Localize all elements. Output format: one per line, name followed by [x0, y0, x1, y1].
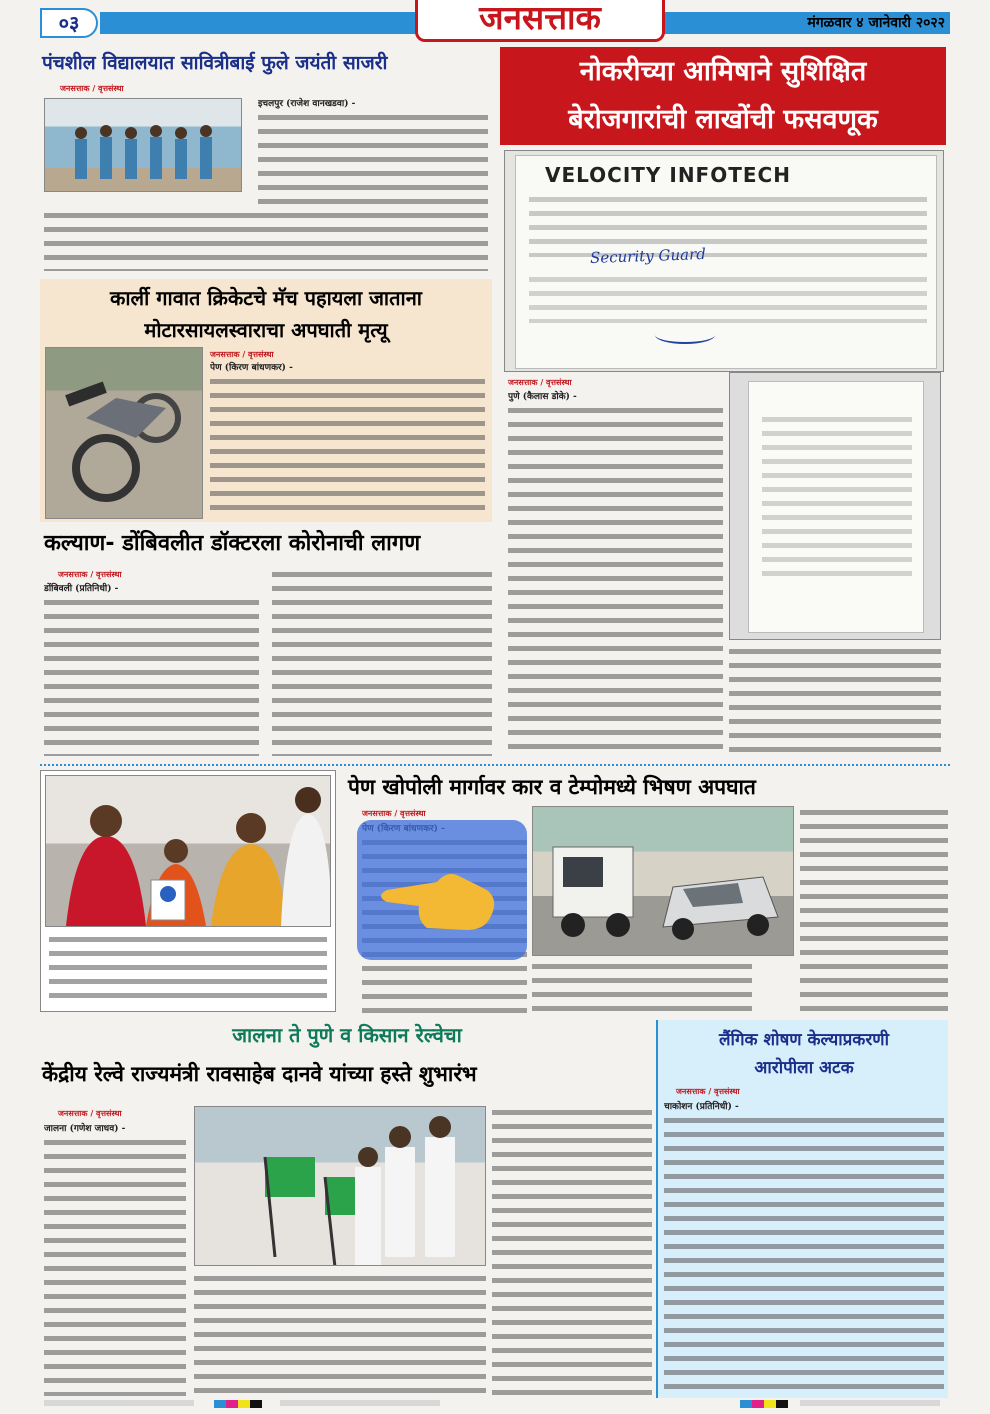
savitribai-event-photo: [45, 775, 331, 927]
page-number: ०३: [40, 8, 98, 38]
receipt-paper: [515, 155, 937, 369]
story5-byline: जनसत्ताक / वृत्तसंस्था: [362, 809, 426, 818]
story3-headline-1: कार्ली गावात क्रिकेटचे मॅच पहायला जाताना: [110, 286, 422, 310]
receipt-company: VELOCITY INFOTECH: [545, 163, 791, 187]
story1-byline: जनसत्ताक / वृत्तसंस्था: [60, 84, 124, 93]
motorcycle-accident-photo: [45, 347, 203, 519]
story6-byline: जनसत्ताक / वृत्तसंस्था: [58, 1109, 122, 1118]
story2-dateline: पुणे (कैलास डोके) -: [508, 392, 577, 402]
story1-photo: [44, 98, 242, 192]
railway-launch-photo: [194, 1106, 486, 1266]
story6-headline: केंद्रीय रेल्वे राज्यमंत्री रावसाहेब दानवे यांच्या हस्ते शुभारंभ: [42, 1062, 477, 1086]
story6-dateline: जालना (गणेश जाधव) -: [44, 1124, 126, 1134]
story7-headline-1: लैंगिक शोषण केल्याप्रकरणी: [719, 1030, 889, 1050]
paper-name: जनसत्ताक: [415, 0, 665, 42]
story7-dateline: चाकोशन (प्रतिनिधी) -: [664, 1102, 739, 1112]
story6-body-col1: [44, 1136, 186, 1396]
story4-headline: कल्याण- डोंबिवलीत डॉक्टरला कोरोनाची लागण: [44, 531, 421, 556]
masthead-left-band: [100, 12, 450, 34]
registration-marks: [0, 1400, 990, 1410]
women-group-image: [46, 776, 331, 927]
story3-body: [210, 375, 485, 515]
story3-box: [40, 279, 492, 522]
story3-dateline: पेण (किरण बांधणकर) -: [210, 363, 293, 373]
story4-body-col1: [44, 596, 259, 756]
receipt-fields: [529, 193, 927, 257]
story2-headline-1: नोकरीच्या आमिषाने सुशिक्षित: [500, 47, 946, 97]
receipt-signature: [655, 326, 715, 344]
story6-body-col2: [492, 1106, 652, 1396]
motorcycle-wreck-image: [46, 348, 203, 519]
car-tempo-accident-photo: [532, 806, 794, 956]
receipt-photo: [504, 150, 944, 372]
flag-off-ceremony-image: [195, 1107, 486, 1266]
students-group-image: [45, 99, 242, 192]
story7-body: [664, 1114, 944, 1392]
savitribai-box: [40, 770, 336, 1012]
offer-letter-photo: [729, 372, 941, 640]
story3-byline: जनसत्ताक / वृत्तसंस्था: [210, 350, 274, 359]
pointing-hand-icon: [357, 820, 527, 960]
story4-byline: जनसत्ताक / वृत्तसंस्था: [58, 570, 122, 579]
story1-body-text: [258, 111, 488, 209]
pointing-hand-overlay: [357, 820, 527, 960]
crashed-vehicles-image: [533, 807, 794, 956]
story7-box: [656, 1020, 948, 1398]
story7-byline: जनसत्ताक / वृत्तसंस्था: [676, 1087, 740, 1096]
story5-body-col2: [800, 806, 948, 1016]
story2-headline-2: बेरोजगारांची लाखोंची फसवणूक: [500, 97, 946, 145]
story2-byline: जनसत्ताक / वृत्तसंस्था: [508, 378, 572, 387]
story2-body-col1: [508, 404, 723, 754]
story5-photo-caption: [532, 960, 752, 1014]
story1-body-text-wide: [44, 209, 488, 271]
story6-body-col3: [194, 1272, 486, 1396]
story1-dateline: इचलपुर (राजेश वानखडवा) -: [258, 99, 356, 109]
section-divider: [40, 764, 950, 766]
story7-headline-2: आरोपीला अटक: [754, 1058, 854, 1078]
cmyk-mark-right: [740, 1400, 788, 1408]
story2-body-col2: [729, 645, 941, 755]
receipt-handwriting: Security Guard: [589, 244, 707, 268]
story4-dateline: डोंबिवली (प्रतिनिधी) -: [44, 584, 119, 594]
story4-body-col2: [272, 568, 492, 756]
story1-headline: पंचशील विद्यालयात सावित्रीबाई फुले जयंती साजरी: [42, 52, 388, 74]
savitribai-caption-text: [49, 933, 327, 1005]
issue-date: मंगळवार ४ जानेवारी २०२२: [807, 15, 945, 31]
masthead: [40, 0, 950, 40]
story3-headline-2: मोटारसायलस्वाराचा अपघाती मृत्यू: [144, 318, 388, 342]
offer-letter-text: [762, 413, 912, 583]
receipt-terms: [529, 273, 927, 323]
cmyk-mark-left: [214, 1400, 262, 1408]
story6-kicker: जालना ते पुणे व किसान रेल्वेचा: [232, 1023, 462, 1047]
story5-headline: पेण खोपोली मार्गावर कार व टेम्पोमध्ये भिषण अपघात: [348, 775, 756, 799]
